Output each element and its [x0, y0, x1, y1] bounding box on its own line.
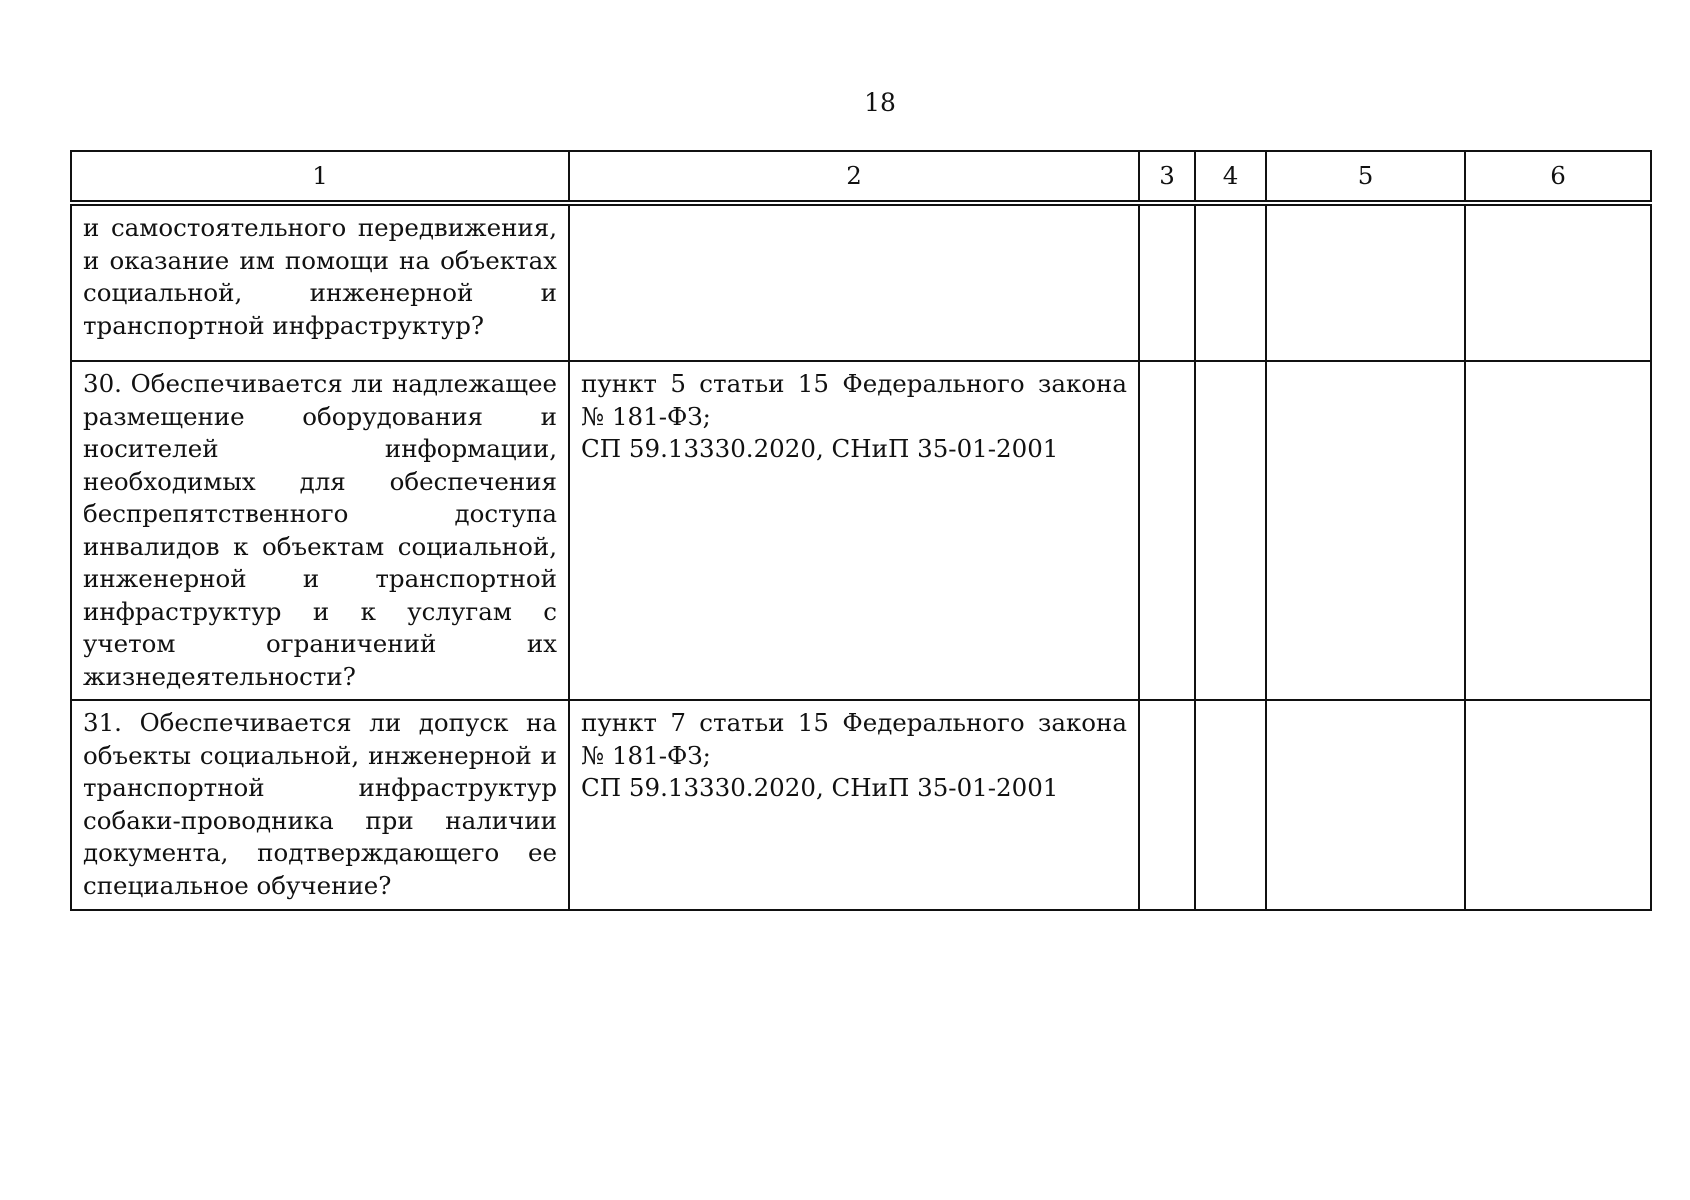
cell-col-6 — [1465, 700, 1651, 910]
reference-line: СП 59.13330.2020, СНиП 35-01-2001 — [581, 773, 1059, 802]
cell-col-4 — [1195, 361, 1266, 700]
checklist-table — [70, 150, 1652, 911]
cell-col-3 — [1139, 700, 1195, 910]
table-row — [71, 361, 1651, 700]
column-header-4: 4 — [1195, 151, 1266, 203]
reference-line: СП 59.13330.2020, СНиП 35-01-2001 — [581, 434, 1059, 463]
column-header-6: 6 — [1465, 151, 1651, 203]
column-header-2: 2 — [569, 151, 1139, 203]
question-cell: 31. Обеспечивается ли допуск на объекты социальной, инженерной и транспортной инфраструктур собаки-проводника при наличии документа, подтверждающего ее специальное обучение? — [71, 700, 569, 910]
cell-col-6 — [1465, 203, 1651, 361]
table-header-row — [71, 151, 1651, 203]
cell-col-5 — [1266, 361, 1465, 700]
column-header-1: 1 — [71, 151, 569, 203]
page-number: 18 — [864, 88, 896, 117]
column-header-3: 3 — [1139, 151, 1195, 203]
question-cell: 30. Обеспечивается ли надлежащее размещение оборудования и носителей информации, необходимых для обеспечения беспрепятственного доступа инвалидов к объектам социальной, инженерной и транспортной инфраструктур и к услугам с учетом ограничений их жизнедеятельности? — [71, 361, 569, 700]
question-cell: и самостоятельного передвижения, и оказание им помощи на объектах социальной, инженерной и транспортной инфраструктур? — [71, 203, 569, 361]
reference-cell — [569, 361, 1139, 700]
column-header-5: 5 — [1266, 151, 1465, 203]
reference-line: пункт 5 статьи 15 Федерального закона № 181-ФЗ; — [581, 369, 1127, 431]
cell-col-5 — [1266, 700, 1465, 910]
reference-line: пункт 7 статьи 15 Федерального закона № 181-ФЗ; — [581, 708, 1127, 770]
reference-cell — [569, 700, 1139, 910]
table-row — [71, 203, 1651, 361]
cell-col-3 — [1139, 203, 1195, 361]
cell-col-5 — [1266, 203, 1465, 361]
cell-col-6 — [1465, 361, 1651, 700]
table-row — [71, 700, 1651, 910]
cell-col-4 — [1195, 203, 1266, 361]
cell-col-4 — [1195, 700, 1266, 910]
reference-cell — [569, 203, 1139, 361]
cell-col-3 — [1139, 361, 1195, 700]
